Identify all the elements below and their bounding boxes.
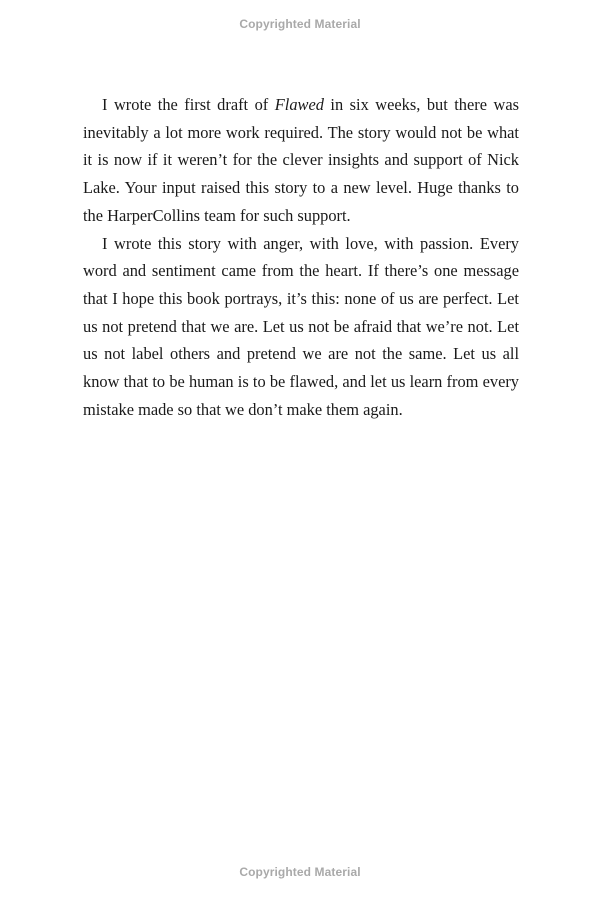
copyright-watermark-bottom: Copyrighted Material	[239, 865, 361, 879]
book-title: Flawed	[274, 95, 324, 114]
paragraph-1-lead: I wrote the first draft of	[102, 95, 275, 114]
paragraph-1	[83, 91, 519, 230]
acknowledgements-text	[83, 91, 519, 423]
paragraph-1-rest: in six weeks, but there was inevitably a lot more work required. The story would not be what it is now if it weren’t for the clever insights and support of Nick Lake. Your input raised this story to a new level. Huge thanks to the HarperCollins team for such support.	[83, 95, 519, 225]
paragraph-2: I wrote this story with anger, with love, with passion. Every word and sentiment came from the heart. If there’s one message that I hope this book portrays, it’s this: none of us are perfect. Let us not pretend that we are. Let us not be afraid that we’re not. Let us not label others and pretend we are not the same. Let us all know that to be human is to be flawed, and let us learn from every mistake made so that we don’t make them again.	[83, 233, 519, 419]
copyright-watermark-top: Copyrighted Material	[239, 17, 361, 31]
